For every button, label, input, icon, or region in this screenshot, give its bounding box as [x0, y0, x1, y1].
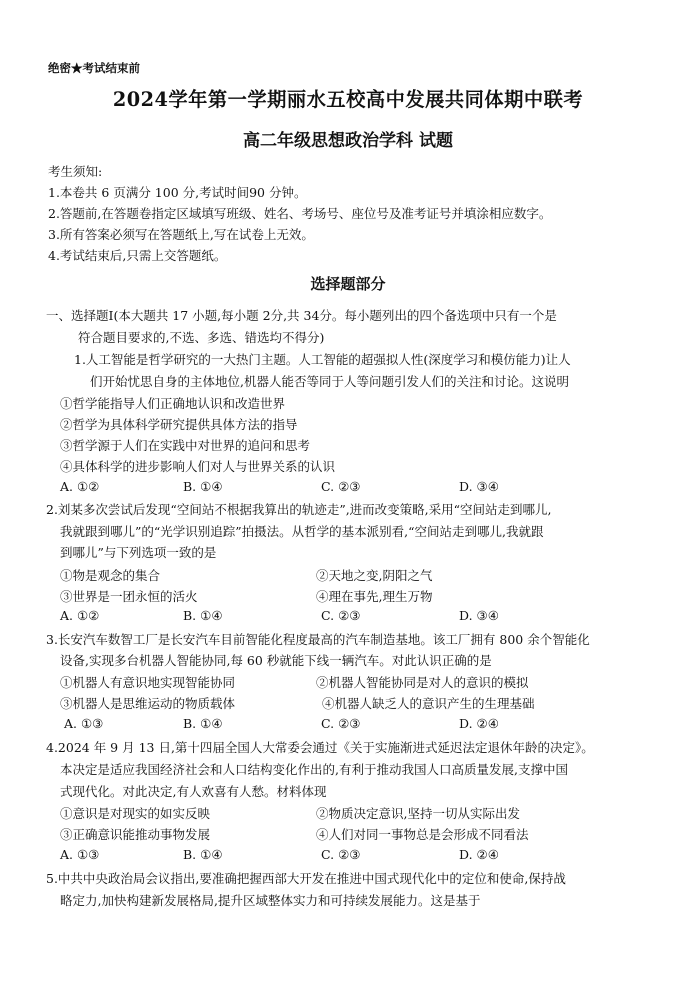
question-2-stem: 到哪儿”与下列选项一致的是	[60, 545, 217, 560]
question-2-option-c[interactable]: C. ②③	[321, 608, 361, 623]
question-5-stem: 5.中共中央政治局会议指出,要准确把握西部大开发在推进中国式现代化中的定位和使命,保持战	[46, 871, 566, 886]
notice-heading: 考生须知:	[48, 164, 103, 179]
question-4-statement: ①意识是对现实的如实反映	[60, 806, 211, 821]
question-3-option-c[interactable]: C. ②③	[321, 716, 361, 731]
question-3-statement: ④机器人缺乏人的意识产生的生理基础	[322, 696, 535, 711]
question-2-stem: 我就跟到哪儿”的“光学识别追踪”拍摄法。从哲学的基本派别看,“空间站走到哪儿,我就跟	[60, 524, 544, 539]
question-4-option-d[interactable]: D. ②④	[459, 847, 499, 862]
question-1-statement: ②哲学为具体科学研究提供具体方法的指导	[60, 417, 298, 432]
section-title: 选择题部分	[310, 275, 386, 293]
question-4-statement: ②物质决定意识,坚持一切从实际出发	[316, 806, 520, 821]
section-intro: 符合题目要求的,不选、多选、错选均不得分)	[78, 330, 325, 345]
question-3-stem: 设备,实现多台机器人智能协同,每 60 秒就能下线一辆汽车。对此认识正确的是	[60, 653, 492, 668]
question-1-option-d[interactable]: D. ③④	[459, 479, 499, 494]
question-2-option-d[interactable]: D. ③④	[459, 608, 499, 623]
question-2-option-a[interactable]: A. ①②	[60, 608, 100, 623]
question-4-stem: 式现代化。对此决定,有人欢喜有人愁。材料体现	[60, 784, 327, 799]
section-intro: 一、选择题Ⅰ(本大题共 17 小题,每小题 2分,共 34分。每小题列出的四个备选项中只有一个是	[46, 308, 557, 323]
question-2-statement: ②天地之变,阴阳之气	[316, 568, 433, 583]
question-1-stem: 1.人工智能是哲学研究的一大热门主题。人工智能的超强拟人性(深度学习和模仿能力)让人	[74, 352, 571, 367]
question-3-option-d[interactable]: D. ②④	[459, 716, 499, 731]
question-3-statement: ①机器人有意识地实现智能协同	[60, 675, 236, 690]
exam-title: 2024学年第一学期丽水五校高中发展共同体期中联考	[112, 88, 584, 111]
question-1-option-c[interactable]: C. ②③	[321, 479, 361, 494]
question-1-option-a[interactable]: A. ①②	[60, 479, 100, 494]
question-4-option-b[interactable]: B. ①④	[183, 847, 223, 862]
question-1-option-b[interactable]: B. ①④	[183, 479, 223, 494]
notice-item: 4.考试结束后,只需上交答题纸。	[48, 248, 227, 263]
question-2-statement: ①物是观念的集合	[60, 568, 161, 583]
notice-item: 3.所有答案必须写在答题纸上,写在试卷上无效。	[48, 227, 314, 242]
question-1-statement: ③哲学源于人们在实践中对世界的追问和思考	[60, 438, 311, 453]
question-4-stem: 4.2024 年 9 月 13 日,第十四届全国人大常委会通过《关于实施渐进式延迟法定退休年龄的决定》。	[46, 740, 594, 755]
question-3-option-b[interactable]: B. ①④	[183, 716, 223, 731]
question-3-statement: ③机器人是思维运动的物质载体	[60, 696, 236, 711]
question-4-option-a[interactable]: A. ①③	[60, 847, 100, 862]
question-4-statement: ③正确意识能推动事物发展	[60, 827, 211, 842]
question-1-statement: ④具体科学的进步影响人们对人与世界关系的认识	[60, 459, 336, 474]
notice-item: 2.答题前,在答题卷指定区域填写班级、姓名、考场号、座位号及准考证号并填涂相应数字。	[48, 206, 552, 221]
question-5-stem: 略定力,加快构建新发展格局,提升区域整体实力和可持续发展能力。这是基于	[60, 893, 481, 908]
notice-item: 1.本卷共 6 页满分 100 分,考试时间90 分钟。	[48, 185, 307, 200]
question-4-option-c[interactable]: C. ②③	[321, 847, 361, 862]
question-2-statement: ③世界是一团永恒的活火	[60, 589, 198, 604]
question-3-stem: 3.长安汽车数智工厂是长安汽车目前智能化程度最高的汽车制造基地。该工厂拥有 800 余个智能化	[46, 632, 590, 647]
question-2-stem: 2.刘某多次尝试后发现“空间站不根据我算出的轨迹走”,进而改变策略,采用“空间站走到哪儿,	[46, 502, 552, 517]
exam-subtitle: 高二年级思想政治学科 试题	[243, 131, 453, 151]
question-4-statement: ④人们对同一事物总是会形成不同看法	[316, 827, 529, 842]
question-4-stem: 本决定是适应我国经济社会和人口结构变化作出的,有利于推动我国人口高质量发展,支撑中国	[60, 762, 568, 777]
question-2-statement: ④理在事先,理生万物	[316, 589, 433, 604]
question-3-statement: ②机器人智能协同是对人的意识的模拟	[316, 675, 529, 690]
question-3-option-a[interactable]: A. ①③	[64, 716, 104, 731]
question-2-option-b[interactable]: B. ①④	[183, 608, 223, 623]
question-1-statement: ①哲学能指导人们正确地认识和改造世界	[60, 396, 286, 411]
question-1-stem: 们开始忧思自身的主体地位,机器人能否等同于人等问题引发人们的关注和讨论。这说明	[90, 374, 569, 389]
confidential-mark: 绝密★考试结束前	[48, 61, 140, 75]
